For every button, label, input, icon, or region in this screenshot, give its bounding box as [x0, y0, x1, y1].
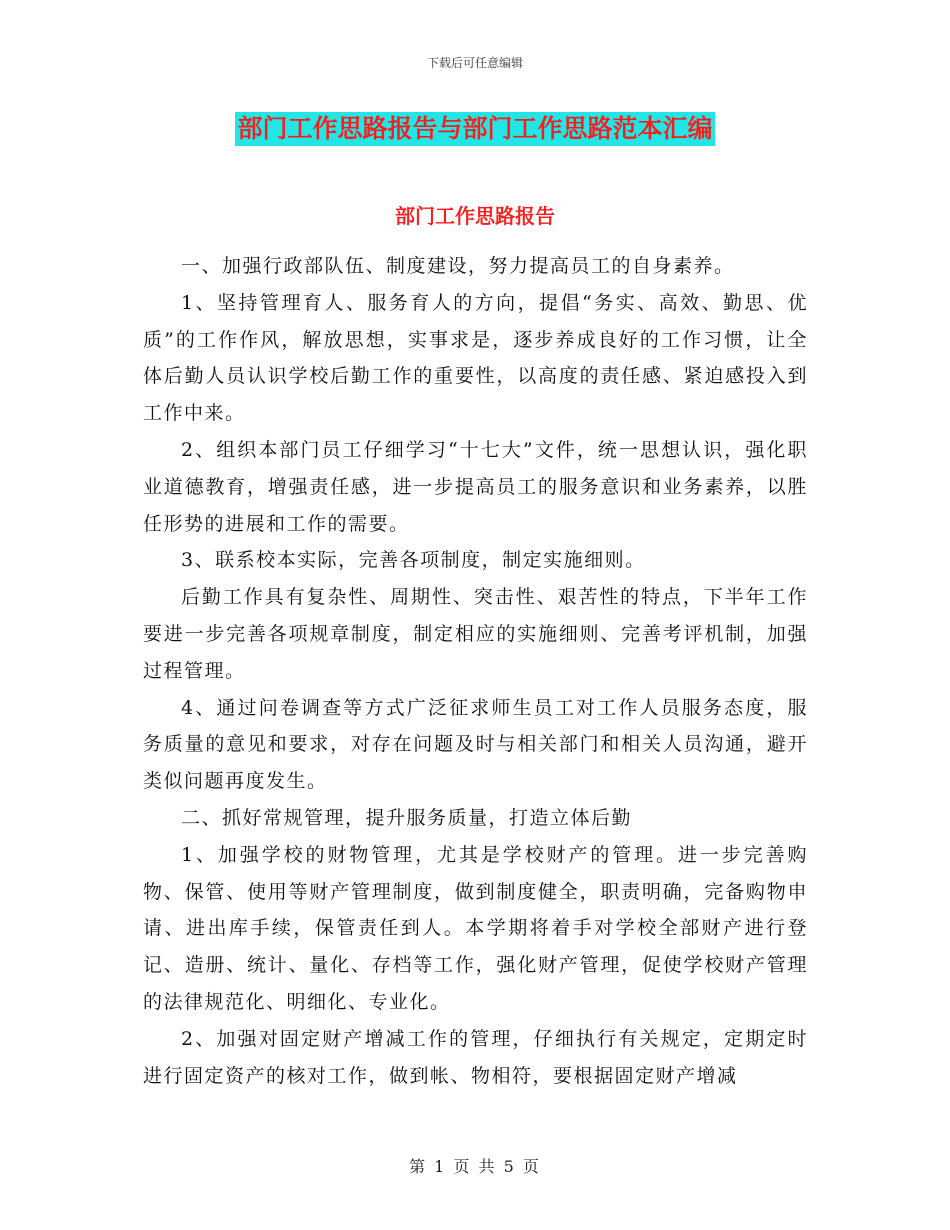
section-title: 部门工作思路报告: [395, 204, 555, 228]
paragraph: 4、通过问卷调查等方式广泛征求师生员工对工作人员服务态度，服务质量的意见和要求，对存在问题及时与相关部门和相关人员沟通，避开类似问题再度发生。: [143, 696, 808, 793]
main-title: 部门工作思路报告与部门工作思路范本汇编: [235, 112, 714, 146]
paragraph: 1、加强学校的财物管理，尤其是学校财产的管理。进一步完善购物、保管、使用等财产管理制度，做到制度健全，职责明确，完备购物申请、进出库手续，保管责任到人。本学期将着手对学校全部财产进行登记、造册、统计、量化、存档等工作，强化财产管理，促使学校财产管理的法律规范化、明细化、专业化。: [143, 843, 808, 1013]
paragraph: 2、加强对固定财产增减工作的管理，仔细执行有关规定，定期定时进行固定资产的核对工作，做到帐、物相符，要根据固定财产增减: [143, 1027, 808, 1087]
paragraph: 3、联系校本实际，完善各项制度，制定实施细则。: [181, 549, 646, 572]
paragraph: 1、坚持管理育人、服务育人的方向，提倡“务实、高效、勤思、优质”的工作作风，解放思想，实事求是，逐步养成良好的工作习惯，让全体后勤人员认识学校后勤工作的重要性，以高度的责任感、紧迫感投入到工作中来。: [143, 291, 808, 425]
paragraph: 2、组织本部门员工仔细学习“十七大”文件，统一思想认识，强化职业道德教育，增强责任感，进一步提高员工的服务意识和业务素养，以胜任形势的进展和工作的需要。: [143, 438, 808, 535]
header-note: 下载后可任意编辑: [426, 56, 523, 70]
paragraph: 二、抓好常规管理，提升服务质量，打造立体后勤: [181, 806, 633, 829]
document-body: [143, 248, 808, 1094]
paragraph: 后勤工作具有复杂性、周期性、突击性、艰苦性的特点，下半年工作要进一步完善各项规章制度，制定相应的实施细则、完善考评机制，加强过程管理。: [143, 586, 808, 682]
paragraph: 一、加强行政部队伍、制度建设，努力提高员工的自身素养。: [181, 255, 735, 277]
page-footer: 第 1 页 共 5 页: [409, 1157, 541, 1176]
main-title-container: [0, 112, 950, 146]
